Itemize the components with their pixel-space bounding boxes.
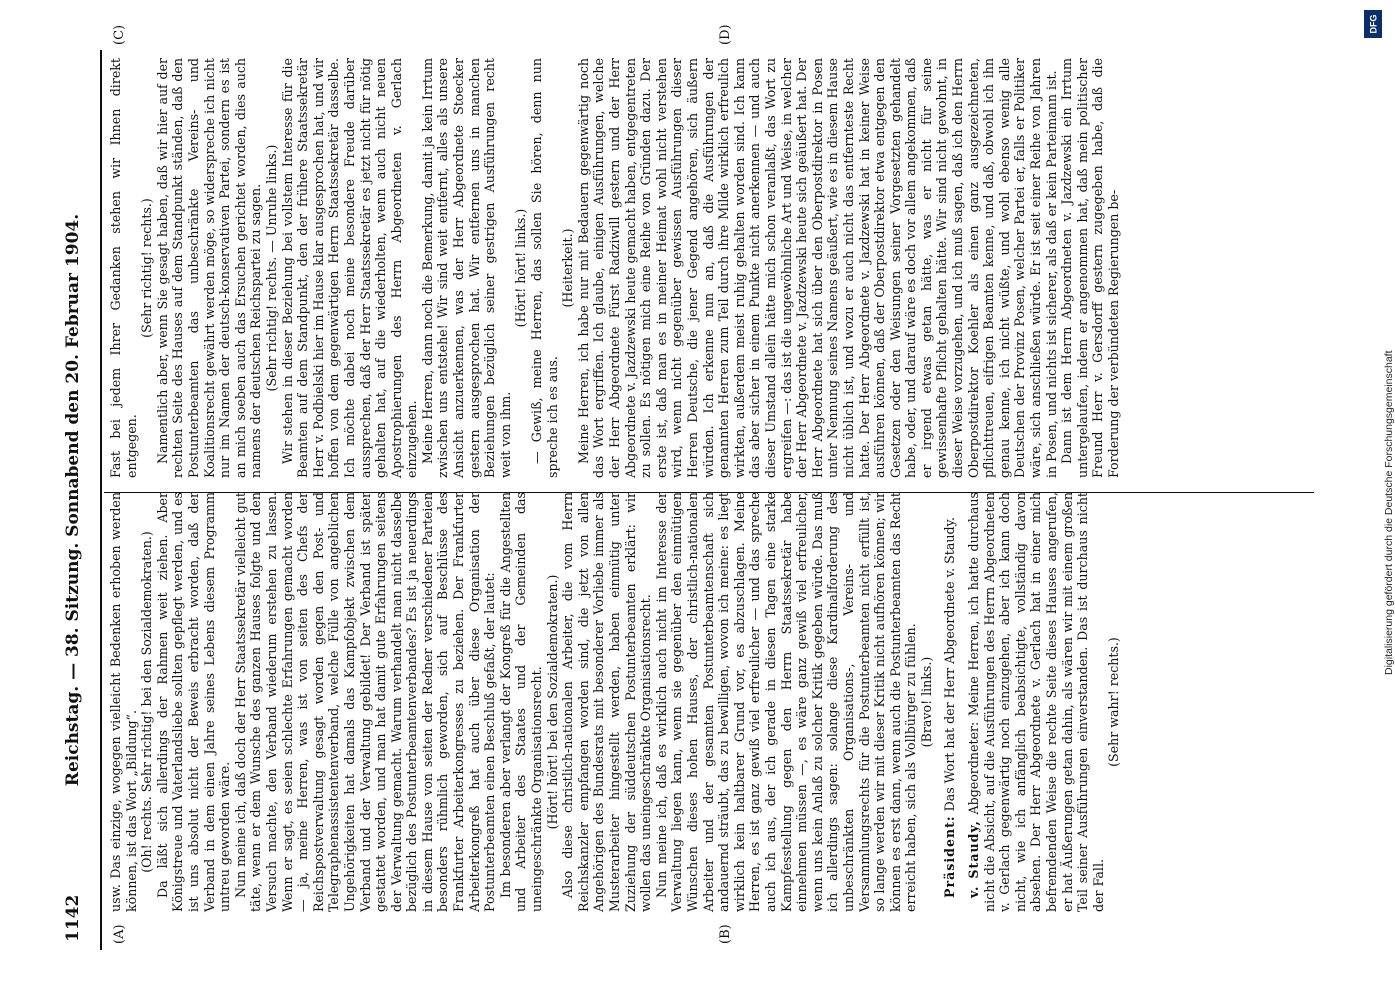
funding-note: Digitalisierung gefördert durch die Deutsche Forschungsgemeinschaft xyxy=(1383,350,1395,675)
statement-text: Abgeordneter: Meine Herren, ich hatte durchaus nicht die Absicht, auf die Ausführungen des Herrn Abgeordneten v. Gerlach gegenwärtig noch einzugehen, aber ich kann doch nicht, wie ich anfänglich beabsichtigte, vollständig davon absehen. Der Herr Abgeordnete v. Gerlach hat in einer mich befremdenden Weise die rechte Seite dieses Hauses angerufen, er hat Äußerungen getan dahin, als wären wir mit einem großen Teil seiner Ausführungen einverstanden. Das ist durchaus nicht der Fall. xyxy=(966,492,1106,912)
speaker-label: v. Staudy, xyxy=(966,820,982,898)
paragraph: Meine Herren, ich habe nur mit Bedauern gegenwärtig noch das Wort ergriffen. Ich glaube, einigen Ausführungen, welche der Herr Abgeordnete Fürst Radziwill gestern und der Herr Abgeordnete v. Jazdzewski heute gemacht haben, entgegentreten zu sollen. Es nötigen mich eine Reihe von Gründen dazu. Der erste ist, daß man es in meiner Heimat wohl nicht verstehen wird, wenn nicht gegenüber gewissen Ausführungen dieser Herren Deutsche, die jener Gegend angehören, sich äußern würden. Ich erkenne nun an, daß die Ausführungen der genannten Herren zum Teil durch ihre Milde wirklich erfreulich wirkten, außerdem meist ruhig gehalten worden sind. Ich kann das aber sicher in einem Punkte nicht anerkennen — und auch dieser Umstand allein hätte mich schon veranlaßt, das Wort zu ergreifen —: das ist die ungewöhnliche Art und Weise, in welcher der Herr Abgeordnete v. Jazdzewski heute sich geäußert hat. Der Herr Abgeordnete hat sich über den Oberpostdirektor in Posen unter Nennung seines Namens geäußert, wie es in diesem Hause nicht üblich ist, und wozu er auch nicht das entfernteste Recht hatte. Der Herr Abgeordnete v. Jazdzewski hat in keiner Weise ausführen können, daß der Oberpostdirektor etwa entgegen den Gesetzen oder den Weisungen seiner Vorgesetzten gehandelt habe, oder, und darauf wäre es doch vor allem angekommen, daß er irgend etwas getan hätte, was er nicht für seine gewissenhafte Pflicht gehalten hätte. Wir sind nicht gewohnt, in dieser Weise vorzugehen, und ich muß sagen, daß ich den Herrn Oberpostdirektor Koehler als einen ganz ausgezeichneten, pflichttreuen, eifrigen Beamten kenne, und daß, obwohl ich ihn genau kenne, ich nicht wüßte, und wohl ebenso wenig alle Deutschen der Provinz Posen, welcher Partei er, falls er Politiker wäre, sich anschließen würde. Er ist seit einer Reihe von Jahren in Posen, und nichts ist sicherer, als daß er kein Parteimann ist. xyxy=(575,58,1059,478)
page-number: 1142 xyxy=(63,894,83,942)
paragraph: Also diese christlich-nationalen Arbeiter, die vom Herrn Reichskanzler empfangen worden sind, die jetzt von allen Angehörigen des Bundesrats mit besonderer Vorliebe immer als Musterarbeiter hingestellt werden, haben einmütig unter Zuziehung der süddeutschen Postunterbeamten erklärt: wir wollen das uneingeschränkte Organisationsrecht. xyxy=(560,492,654,912)
dfg-logo xyxy=(1364,10,1382,38)
margin-letter-c: (C) xyxy=(112,24,127,45)
interjection: (Sehr richtig! rechts.) xyxy=(139,198,155,338)
paragraph: Meine Herren, dann noch die Bemerkung, damit ja kein Irrtum zwischen uns entstehe! Wir sind weit entfernt, alles als unsere Ansicht anzuerkennen, was der Herr Abgeordnete Stoecker gestern ausgesprochen hat. Wir entfernen uns in manchen Beziehungen bezüglich seiner gestrigen Ausführungen recht weit von ihm. xyxy=(419,58,513,478)
speaker-label: Präsident: xyxy=(942,815,958,898)
header-rule xyxy=(100,50,102,950)
right-column xyxy=(108,58,1308,478)
margin-letter-a: (A) xyxy=(112,924,127,944)
margin-letter-b: (B) xyxy=(718,924,733,944)
paragraph: Wir stehen in dieser Beziehung bei vollstem Interesse für die Beamten auf dem Standpunkt, den der frühere Staatssekretär Herr v. Podbielski hier im Hause klar ausgesprochen hat, und wir hoffen von dem gegenwärtigen Herrn Staatssekretär dasselbe. Ich möchte dabei noch meine besondere Freude darüber aussprechen, daß der Herr Staatssekretär es jetzt nicht für nötig gehalten hat, auf die wiederholten, wenn auch nicht neuen Apostrophierungen des Herrn Abgeordneten v. Gerlach einzugehen. xyxy=(279,58,420,478)
paragraph: Da läßt sich allerdings der Rahmen weit ziehen. Aber Königstreue und Vaterlandsliebe sollten gepflegt werden, und es ist uns absolut nicht der Beweis erbracht worden, daß der Verband in dem einen Jahre seines Lebens diesem Programm untreu geworden wäre. xyxy=(154,492,233,912)
page-header xyxy=(55,50,95,950)
column-divider xyxy=(104,492,1314,493)
interjection: (Heiterkeit.) xyxy=(560,228,576,308)
margin-letter-d: (D) xyxy=(718,24,733,45)
president-statement xyxy=(942,492,958,912)
paragraph: Dann ist dem Herrn Abgeordneten v. Jazdzewski ein Irrtum untergelaufen, indem er angenommen hat, daß mein politischer Freund Herr v. Gersdorff gestern zugegeben habe, daß die Forderung der verbündeten Regierungen be- xyxy=(1059,58,1121,478)
page-title: Reichstag. — 38. Sitzung. Sonnabend den 20. Februar 1904. xyxy=(63,213,83,787)
paragraph: Namentlich aber, wenn Sie gesagt haben, daß wir hier auf der rechten Seite des Hauses auf dem Standpunkt ständen, daß den Postunterbeamten das unbeschränkte Vereins- und Koalitionsrecht gewährt werden möge, so widerspreche ich nicht nur im Namen der deutsch-konservativen Partei, sondern es ist an mich soeben auch das Ersuchen gerichtet worden, dies auch namens der deutschen Reichspartei zu sagen. xyxy=(154,58,264,478)
interjection: (Hört! hört! links.) xyxy=(513,208,529,328)
paragraph: Nun meine ich, daß doch der Herr Staatssekretär vielleicht gut täte, wenn er dem Wunsche des ganzen Hauses folgte und den Versuch machte, den Verband wiederum erstehen zu lassen. Wenn er sagt, es seien schlechte Erfahrungen gemacht worden — ja, meine Herren, was ist von seiten des Chefs der Reichspostverwaltung gesagt worden gegen den Post- und Telegraphenassistentenverband, welche Fülle von angeblichen Ungehörigkeiten hat damals das Kampfobjekt zwischen dem Verband und der Verwaltung gebildet! Der Verband ist später gestattet worden, und man hat damit gute Erfahrungen seitens der Verwaltung gemacht. Warum verhandelt man nicht dasselbe bezüglich des Postunterbeamtenverbandes? Es ist ja neuerdings in diesem Hause von seiten der Redner verschiedener Parteien besonders rühmlich geworden, sich auf Beschlüsse des Frankfurter Arbeiterkongresses zu beziehen. Der Frankfurter Arbeiterkongreß hat auch über diese Organisation der Postunterbeamten einen Beschluß gefaßt, der lautet: xyxy=(232,492,498,912)
interjection: (Hört! hört! bei den Sozialdemokraten.) xyxy=(544,574,560,830)
interjection: (Sehr wahr! rechts.) xyxy=(1106,637,1122,767)
interjection: (Oh! rechts. Sehr richtig! bei den Sozialdemokraten.) xyxy=(139,531,155,873)
interjection: (Sehr richtig! rechts. — Unruhe links.) xyxy=(263,144,279,392)
speaker-statement xyxy=(966,492,1106,912)
statement-text: Das Wort hat der Herr Abgeordnete v. Staudy. xyxy=(942,517,958,812)
paragraph: Nun meine ich, daß es wirklich auch nicht im Interesse der Verwaltung liegen kann, wenn sie gegenüber den einmütigen Wünschen dieses hohen Hauses, der christlich-nationalen Arbeiter und der gesamten Postunterbeamtenschaft sich andauernd sträubt, das zu bewilligen, wovon ich meine: es liegt wirklich kein haltbarer Grund vor, es abzuschlagen. Meine Herren, es ist ganz gewiß viel erfreulicher — und das spreche auch ich aus, der ich gerade in diesen Tagen eine starke Kampfesstellung gegen den Herrn Staatssekretär habe einnehmen müssen —, es wäre ganz gewiß viel erfreulicher, wenn uns kein Anlaß zu solcher Kritik gegeben würde. Das muß ich allerdings sagen: solange diese Kardinalforderung des unbeschränkten Organisations-, Vereins- und Versammlungsrechts für die Postunterbeamten nicht erfüllt ist, so lange werden wir mit dieser Kritik nicht aufhören können; wir können es erst dann, wenn auch die Postunterbeamten das Recht erreicht haben, sich als Vollbürger zu fühlen. xyxy=(653,492,919,912)
quotation: Im besonderen aber verlangt der Kongreß für die Angestellten und Arbeiter des Staates und der Gemeinden das uneingeschränkte Organisationsrecht. xyxy=(497,492,545,912)
paragraph: Fast bei jedem Ihrer Gedanken stehen wir Ihnen direkt entgegen. xyxy=(108,58,139,478)
dfg-logo-text: DFG xyxy=(1368,14,1378,34)
interjection: (Bravo! links.) xyxy=(918,656,934,748)
left-column xyxy=(108,492,1308,912)
paragraph: — Gewiß, meine Herren, das sollen Sie hören, denn nun spreche ich es aus. xyxy=(529,58,560,478)
paragraph: usw. Das einzige, wogegen vielleicht Bedenken erhoben werden können, ist das Wort „Bildung“. xyxy=(108,492,139,912)
